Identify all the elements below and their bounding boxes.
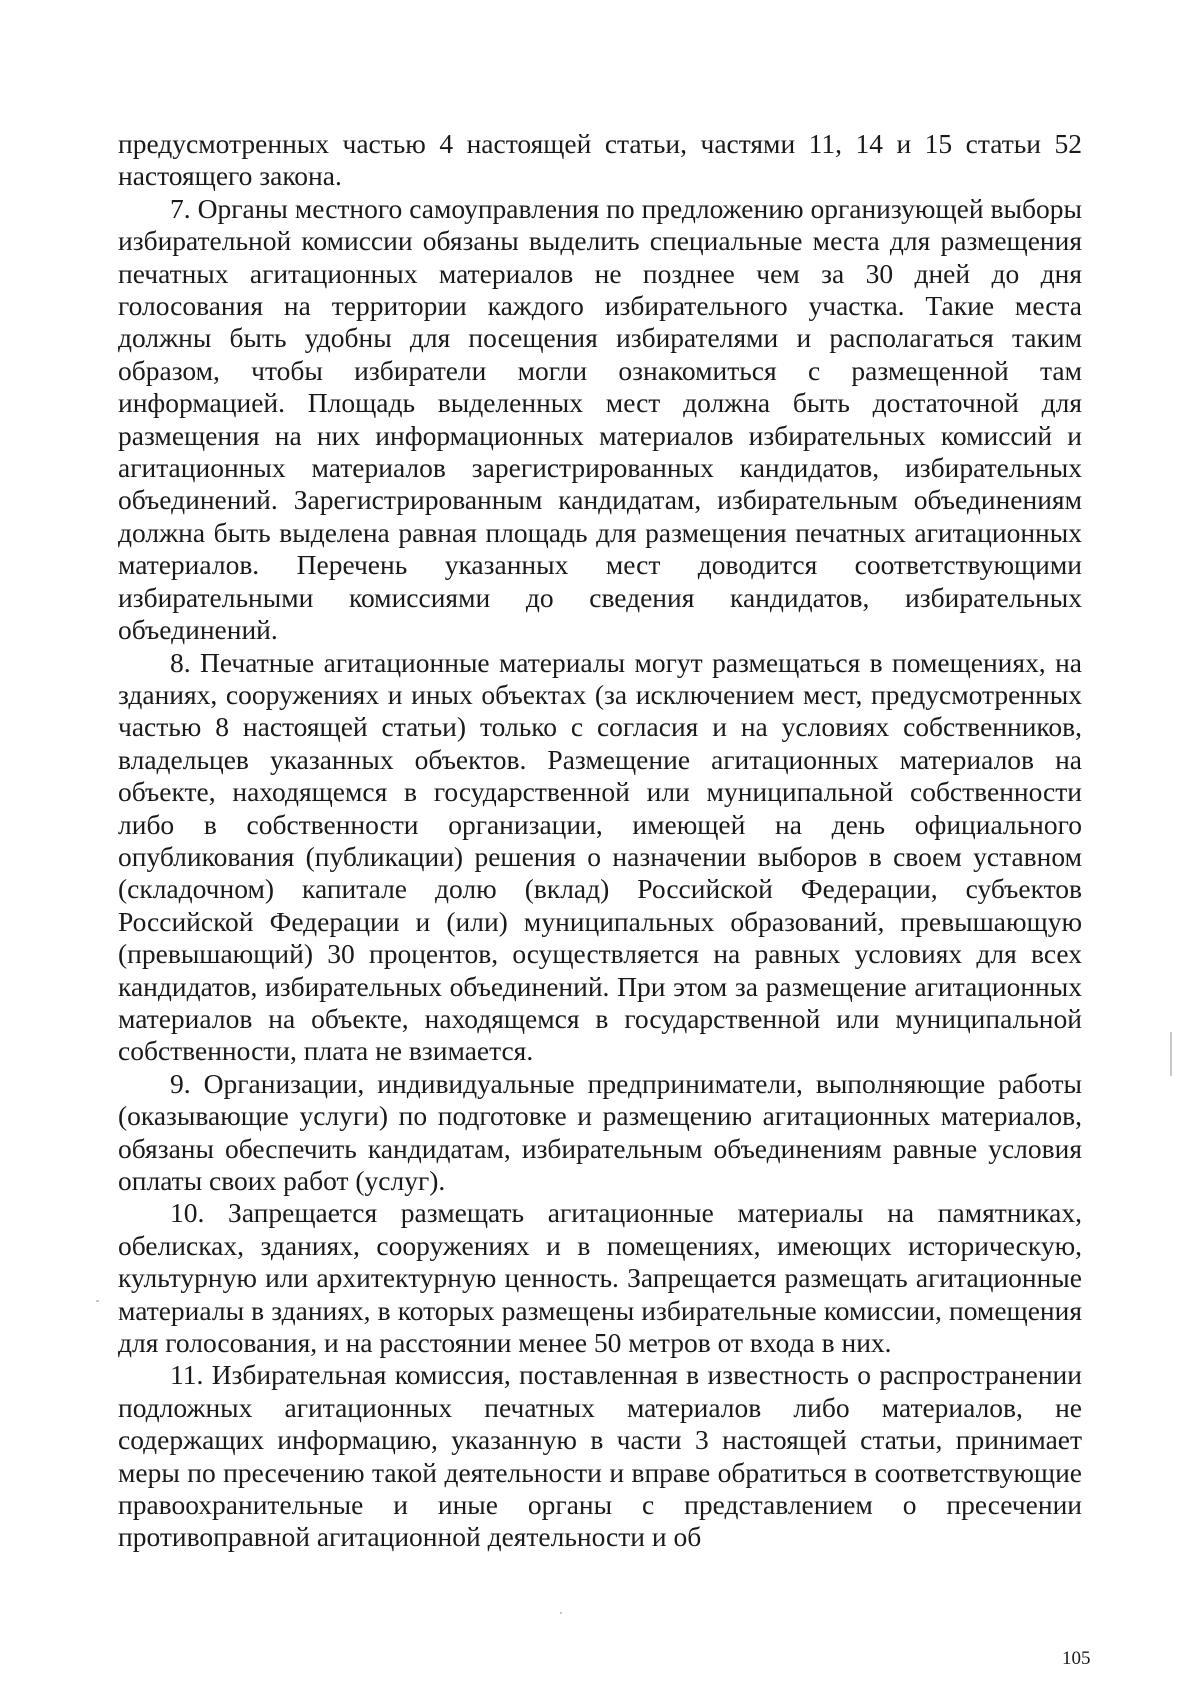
paragraph-clause-9: 9. Организации, индивидуальные предприниматели, выполняющие работы (оказывающие услуги) по подготовке и размещению агитационных материалов, обязаны обеспечить кандидатам, избирательным объединениям равные условия оплаты своих работ (услуг).	[118, 1067, 1082, 1196]
page-number: 105	[1062, 1648, 1091, 1669]
scan-artifact	[96, 1300, 99, 1302]
scan-artifact	[560, 1612, 562, 1614]
paragraph-clause-7: 7. Органы местного самоуправления по предложению организующей выборы избирательной комиссии обязаны выделить специальные места для размещения печатных агитационных материалов не позднее чем за 30 дней до дня голосования на территории каждого избирательного участка. Такие места должны быть удобны для посещения избирателями и располагаться таким образом, чтобы избиратели могли ознакомиться с размещенной там информацией. Площадь выделенных мест должна быть достаточной для размещения на них информационных материалов избирательных комиссий и агитационных материалов зарегистрированных кандидатов, избирательных объединений. Зарегистрированным кандидатам, избирательным объединениям должна быть выделена равная площадь для размещения печатных агитационных материалов. Перечень указанных мест доводится соответствующими избирательными комиссиями до сведения кандидатов, избирательных объединений.	[118, 192, 1082, 646]
document-body	[118, 128, 1082, 1554]
paragraph-clause-10: 10. Запрещается размещать агитационные материалы на памятниках, обелисках, зданиях, сооружениях и в помещениях, имеющих историческую, культурную или архитектурную ценность. Запрещается размещать агитационные материалы в зданиях, в которых размещены избирательные комиссии, помещения для голосования, и на расстоянии менее 50 метров от входа в них.	[118, 1197, 1082, 1359]
paragraph-clause-8: 8. Печатные агитационные материалы могут размещаться в помещениях, на зданиях, сооружениях и иных объектах (за исключением мест, предусмотренных частью 8 настоящей статьи) только с согласия и на условиях собственников, владельцев указанных объектов. Размещение агитационных материалов на объекте, находящемся в государственной или муниципальной собственности либо в собственности организации, имеющей на день официального опубликования (публикации) решения о назначении выборов в своем уставном (складочном) капитале долю (вклад) Российской Федерации, субъектов Российской Федерации и (или) муниципальных образований, превышающую (превышающий) 30 процентов, осуществляется на равных условиях для всех кандидатов, избирательных объединений. При этом за размещение агитационных материалов на объекте, находящемся в государственной или муниципальной собственности, плата не взимается.	[118, 646, 1082, 1067]
paragraph-clause-11: 11. Избирательная комиссия, поставленная в известность о распространении подложных агитационных печатных материалов либо материалов, не содержащих информацию, указанную в части 3 настоящей статьи, принимает меры по пресечению такой деятельности и вправе обратиться в соответствующие правоохранительные и иные органы с представлением о пресечении противоправной агитационной деятельности и об	[118, 1359, 1082, 1553]
paragraph-continuation: предусмотренных частью 4 настоящей статьи, частями 11, 14 и 15 статьи 52 настоящего закона.	[118, 128, 1082, 192]
scan-artifact	[1170, 1032, 1172, 1076]
